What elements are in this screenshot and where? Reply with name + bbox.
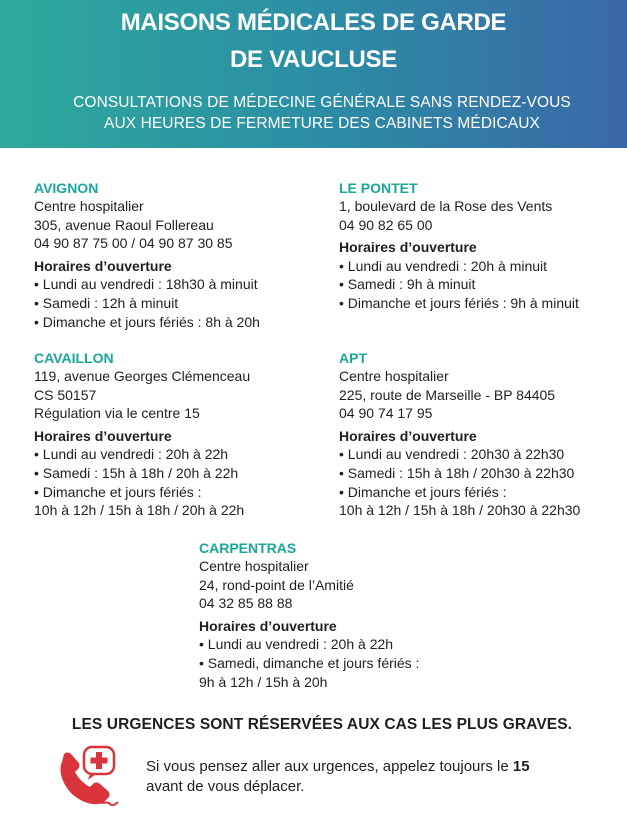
hours-title: Horaires d’ouverture [34, 257, 172, 274]
center-name: APT [339, 350, 367, 366]
center-name: AVIGNON [34, 180, 99, 196]
hours-title: Horaires d’ouverture [339, 427, 477, 444]
urgences-notice: LES URGENCES SONT RÉSERVÉES AUX CAS LES PLUS GRAVES. [71, 716, 573, 733]
center-le-pontet [339, 179, 579, 313]
hours-line: • Samedi, dimanche et jours fériés : [199, 654, 420, 671]
hours-line: • Samedi : 9h à minuit [339, 276, 476, 293]
header-banner [0, 0, 627, 148]
subtitle-line2: AUX HEURES DE FERMETURE DES CABINETS MÉDICAUX [104, 115, 540, 132]
hours-line: • Lundi au vendredi : 20h30 à 22h30 [339, 446, 565, 463]
hours-line: • Lundi au vendredi : 20h à 22h [34, 446, 229, 463]
address-line: Régulation via le centre 15 [34, 405, 200, 422]
call-advice [146, 757, 530, 797]
hours-line: • Dimanche et jours fériés : [339, 483, 507, 500]
emergency-number: 15 [512, 758, 530, 775]
phone-numbers: 04 90 82 65 00 [339, 216, 433, 233]
hours-line: • Samedi : 15h à 18h / 20h30 à 22h30 [339, 464, 575, 481]
advice-text-line2: avant de vous déplacer. [146, 778, 305, 795]
address-line: 1, boulevard de la Rose des Vents [339, 198, 553, 214]
hours-line: 10h à 12h / 15h à 18h / 20h30 à 22h30 [339, 502, 581, 519]
hours-line: • Dimanche et jours fériés : [34, 483, 202, 500]
address-line: Centre hospitalier [199, 558, 309, 574]
hours-line: • Dimanche et jours fériés : 8h à 20h [34, 313, 260, 330]
hours-title: Horaires d’ouverture [339, 239, 477, 256]
phone-numbers: 04 32 85 88 88 [199, 595, 293, 612]
hours-title: Horaires d’ouverture [34, 427, 172, 444]
advice-text: Si vous pensez aller aux urgences, appelez toujours le [146, 758, 509, 775]
address-line: Centre hospitalier [34, 198, 144, 214]
address-line: 119, avenue Georges Clémenceau [34, 368, 251, 384]
center-avignon [34, 179, 260, 331]
hours-line: • Samedi : 12h à minuit [34, 294, 179, 311]
address-line: CS 50157 [34, 386, 97, 403]
page-title-line2: DE VAUCLUSE [230, 46, 397, 73]
hours-line: • Samedi : 15h à 18h / 20h à 22h [34, 464, 239, 481]
center-name: CAVAILLON [34, 350, 114, 366]
hours-line: 10h à 12h / 15h à 18h / 20h à 22h [34, 502, 245, 519]
page-title-line1: MAISONS MÉDICALES DE GARDE [120, 9, 507, 36]
address-line: 225, route de Marseille - BP 84405 [339, 386, 556, 403]
emergency-phone-icon [56, 744, 124, 806]
address-line: 305, avenue Raoul Follereau [34, 216, 214, 233]
hours-line: • Lundi au vendredi : 20h à minuit [339, 257, 548, 274]
hours-title: Horaires d’ouverture [199, 617, 337, 634]
hours-line: • Dimanche et jours fériés : 9h à minuit [339, 294, 579, 311]
address-line: 24, rond-point de l’Amitié [199, 576, 354, 593]
center-apt [339, 349, 580, 520]
center-carpentras [199, 539, 419, 691]
phone-numbers: 04 90 87 75 00 / 04 90 87 30 85 [34, 235, 233, 252]
center-cavaillon [34, 349, 250, 520]
hours-line: 9h à 12h / 15h à 20h [199, 673, 328, 690]
center-name: LE PONTET [339, 180, 418, 196]
phone-numbers: 04 90 74 17 95 [339, 405, 433, 422]
subtitle-line1: CONSULTATIONS DE MÉDECINE GÉNÉRALE SANS RENDEZ-VOUS [73, 94, 571, 111]
address-line: Centre hospitalier [339, 368, 449, 384]
center-name: CARPENTRAS [199, 540, 297, 556]
hours-line: • Lundi au vendredi : 18h30 à minuit [34, 276, 258, 293]
hours-line: • Lundi au vendredi : 20h à 22h [199, 636, 394, 653]
